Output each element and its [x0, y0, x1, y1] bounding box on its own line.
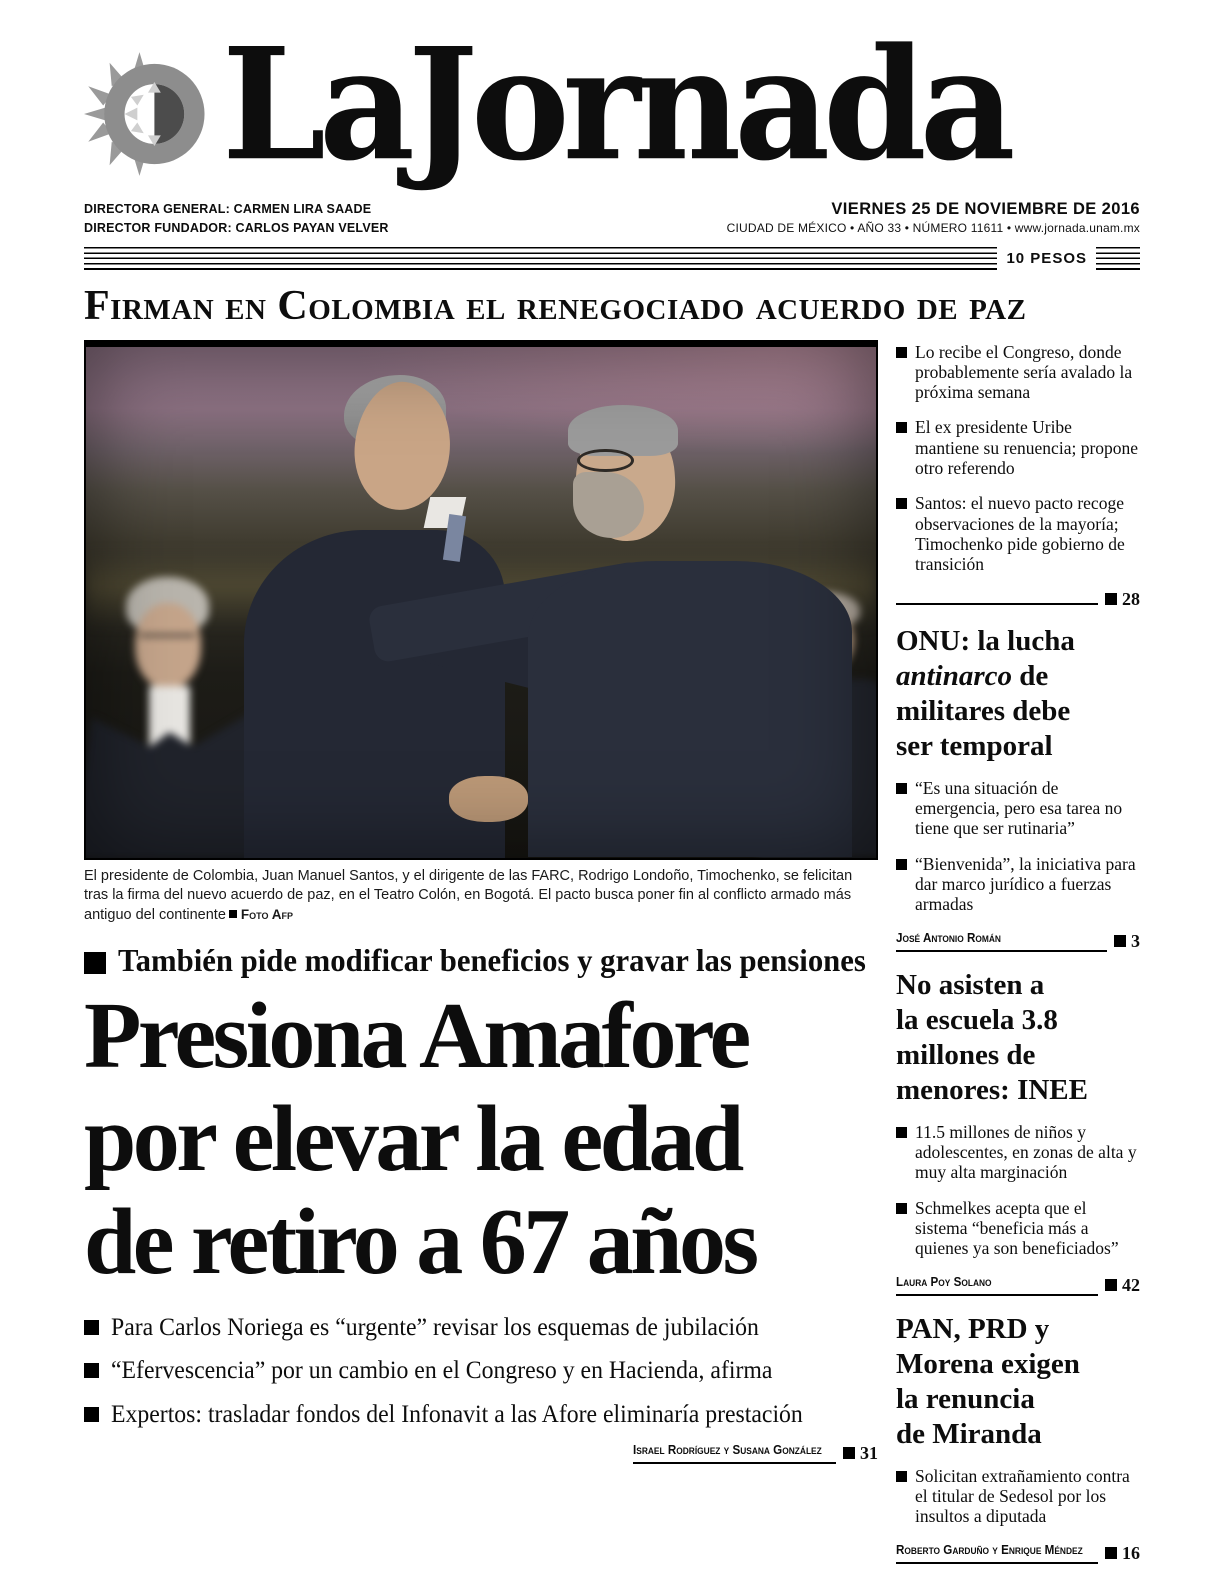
bullet-square-icon	[896, 783, 907, 794]
main-headline-line-2: por elevar la edad	[84, 1087, 741, 1192]
main-column	[84, 340, 878, 1581]
byline	[896, 1273, 1140, 1296]
inee-story-headline: No asisten a la escuela 3.8 millones de menores: INEE	[896, 969, 1088, 1106]
photo-vignette	[86, 347, 876, 858]
onu-story-headline: ONU: la lucha antinarco de militares debe ser temporal	[896, 625, 1075, 762]
right-column	[896, 340, 1140, 1581]
story-bullet: “Bienvenida”, la iniciativa para dar marco jurídico a fuerzas armadas	[896, 854, 1140, 915]
director-general-line: DIRECTORA GENERAL: CARMEN LIRA SAADE	[84, 202, 372, 216]
sun-eclipse-icon	[84, 50, 212, 178]
edition-line: CIUDAD DE MÉXICO • AÑO 33 • NÚMERO 11611 • www.jornada.unam.mx	[726, 221, 1140, 235]
bullet-square-icon	[1105, 1279, 1117, 1291]
price-label: 10 PESOS	[997, 247, 1096, 270]
byline-authors: Israel Rodríguez y Susana González	[633, 1443, 822, 1458]
price-banner	[84, 247, 1140, 270]
page-ref: 31	[843, 1443, 878, 1464]
pan-story-headline: PAN, PRD y Morena exigen la renuncia de Miranda	[896, 1313, 1080, 1450]
main-story-kicker-text: También pide modificar beneficios y gravar las pensiones	[118, 941, 866, 978]
main-story-kicker	[84, 942, 878, 979]
bullet-square-icon	[896, 1471, 907, 1482]
byline-author: José Antonio Román	[896, 931, 1001, 946]
bullet-square-icon	[84, 1320, 99, 1335]
onu-story-section	[896, 624, 1140, 952]
bullet-square-icon	[896, 498, 907, 509]
pan-story-section	[896, 1312, 1140, 1564]
bullet-square-icon	[896, 422, 907, 433]
bullet-square-icon	[84, 1407, 99, 1422]
directors-block	[84, 200, 389, 238]
director-fundador-line: DIRECTOR FUNDADOR: CARLOS PAYAN VELVER	[84, 220, 389, 235]
main-story-bullet: Para Carlos Noriega es “urgente” revisar los esquemas de jubilación	[84, 1309, 878, 1347]
story-bullet: Solicitan extrañamiento contra el titular de Sedesol por los insultos a diputada	[896, 1466, 1140, 1527]
masthead	[84, 13, 1140, 270]
byline-authors: Roberto Garduño y Enrique Méndez	[896, 1543, 1083, 1558]
bullet-square-icon	[1105, 593, 1117, 605]
photo-credit: Foto Afp	[240, 906, 293, 922]
brief-bullet: El ex presidente Uribe mantiene su renuencia; propone otro referendo	[896, 417, 1140, 478]
lead-photo	[84, 340, 878, 860]
photo-caption	[84, 867, 878, 926]
bullet-square-icon	[896, 1203, 907, 1214]
story-bullet: Schmelkes acepta que el sistema “beneficia más a quienes ya son beneficiados”	[896, 1198, 1140, 1259]
bullet-square-icon	[843, 1447, 855, 1459]
page-ref: 3	[1114, 931, 1140, 952]
top-story-headline: Firman en Colombia el renegociado acuerdo de paz	[84, 282, 1027, 329]
photo-caption-text: El presidente de Colombia, Juan Manuel Santos, y el dirigente de las FARC, Rodrigo Londoño, Timochenko, se felicitan tras la firma del nuevo acuerdo de paz, en el Teatro Colón, en Bogotá. El pacto busca poner fin al conflicto armado más antiguo del continente	[84, 867, 853, 923]
bullet-square-icon	[896, 1127, 907, 1138]
date-line: VIERNES 25 DE NOVIEMBRE DE 2016	[831, 200, 1140, 218]
brief-bullet: Santos: el nuevo pacto recoge observaciones de la mayoría; Timochenko pide gobierno de transición	[896, 493, 1140, 574]
byline	[896, 1541, 1140, 1564]
story-bullet: “Es una situación de emergencia, pero esa tarea no tiene que ser rutinaria”	[896, 778, 1140, 839]
main-headline-line-3: de retiro a 67 años	[84, 1190, 756, 1295]
bullet-square-icon	[84, 1363, 99, 1378]
main-story-bullet: “Efervescencia” por un cambio en el Congreso y en Hacienda, afirma	[84, 1352, 878, 1390]
page-ref-line	[896, 589, 1140, 610]
page-ref: 16	[1105, 1543, 1140, 1564]
main-story-bullets	[84, 1309, 878, 1434]
story-bullet: 11.5 millones de niños y adolescentes, en zonas de alta y muy alta marginación	[896, 1122, 1140, 1183]
bullet-square-icon	[896, 347, 907, 358]
brief-bullet: Lo recibe el Congreso, donde probablemente sería avalado la próxima semana	[896, 342, 1140, 403]
newspaper-title: LaJornada	[222, 13, 1009, 195]
congress-brief-section	[896, 342, 1140, 611]
onu-headline-italic-word: antinarco	[896, 660, 1013, 693]
byline-author: Laura Poy Solano	[896, 1275, 992, 1290]
byline	[896, 929, 1140, 952]
bullet-square-icon	[229, 910, 237, 918]
bullet-square-icon	[1114, 935, 1126, 947]
page-ref: 28	[1105, 589, 1140, 610]
main-headline-line-1: Presiona Amafore	[84, 983, 748, 1088]
bullet-square-icon	[1105, 1547, 1117, 1559]
bullet-square-icon	[84, 952, 106, 974]
page-ref: 42	[1105, 1275, 1140, 1296]
rule-divider	[896, 603, 1098, 605]
main-story-headline	[84, 985, 878, 1295]
main-story-byline	[84, 1441, 878, 1464]
bullet-square-icon	[896, 859, 907, 870]
inee-story-section	[896, 968, 1140, 1296]
dateline-block	[727, 200, 1140, 235]
main-story-bullet: Expertos: trasladar fondos del Infonavit a las Afore eliminaría prestación	[84, 1396, 878, 1434]
